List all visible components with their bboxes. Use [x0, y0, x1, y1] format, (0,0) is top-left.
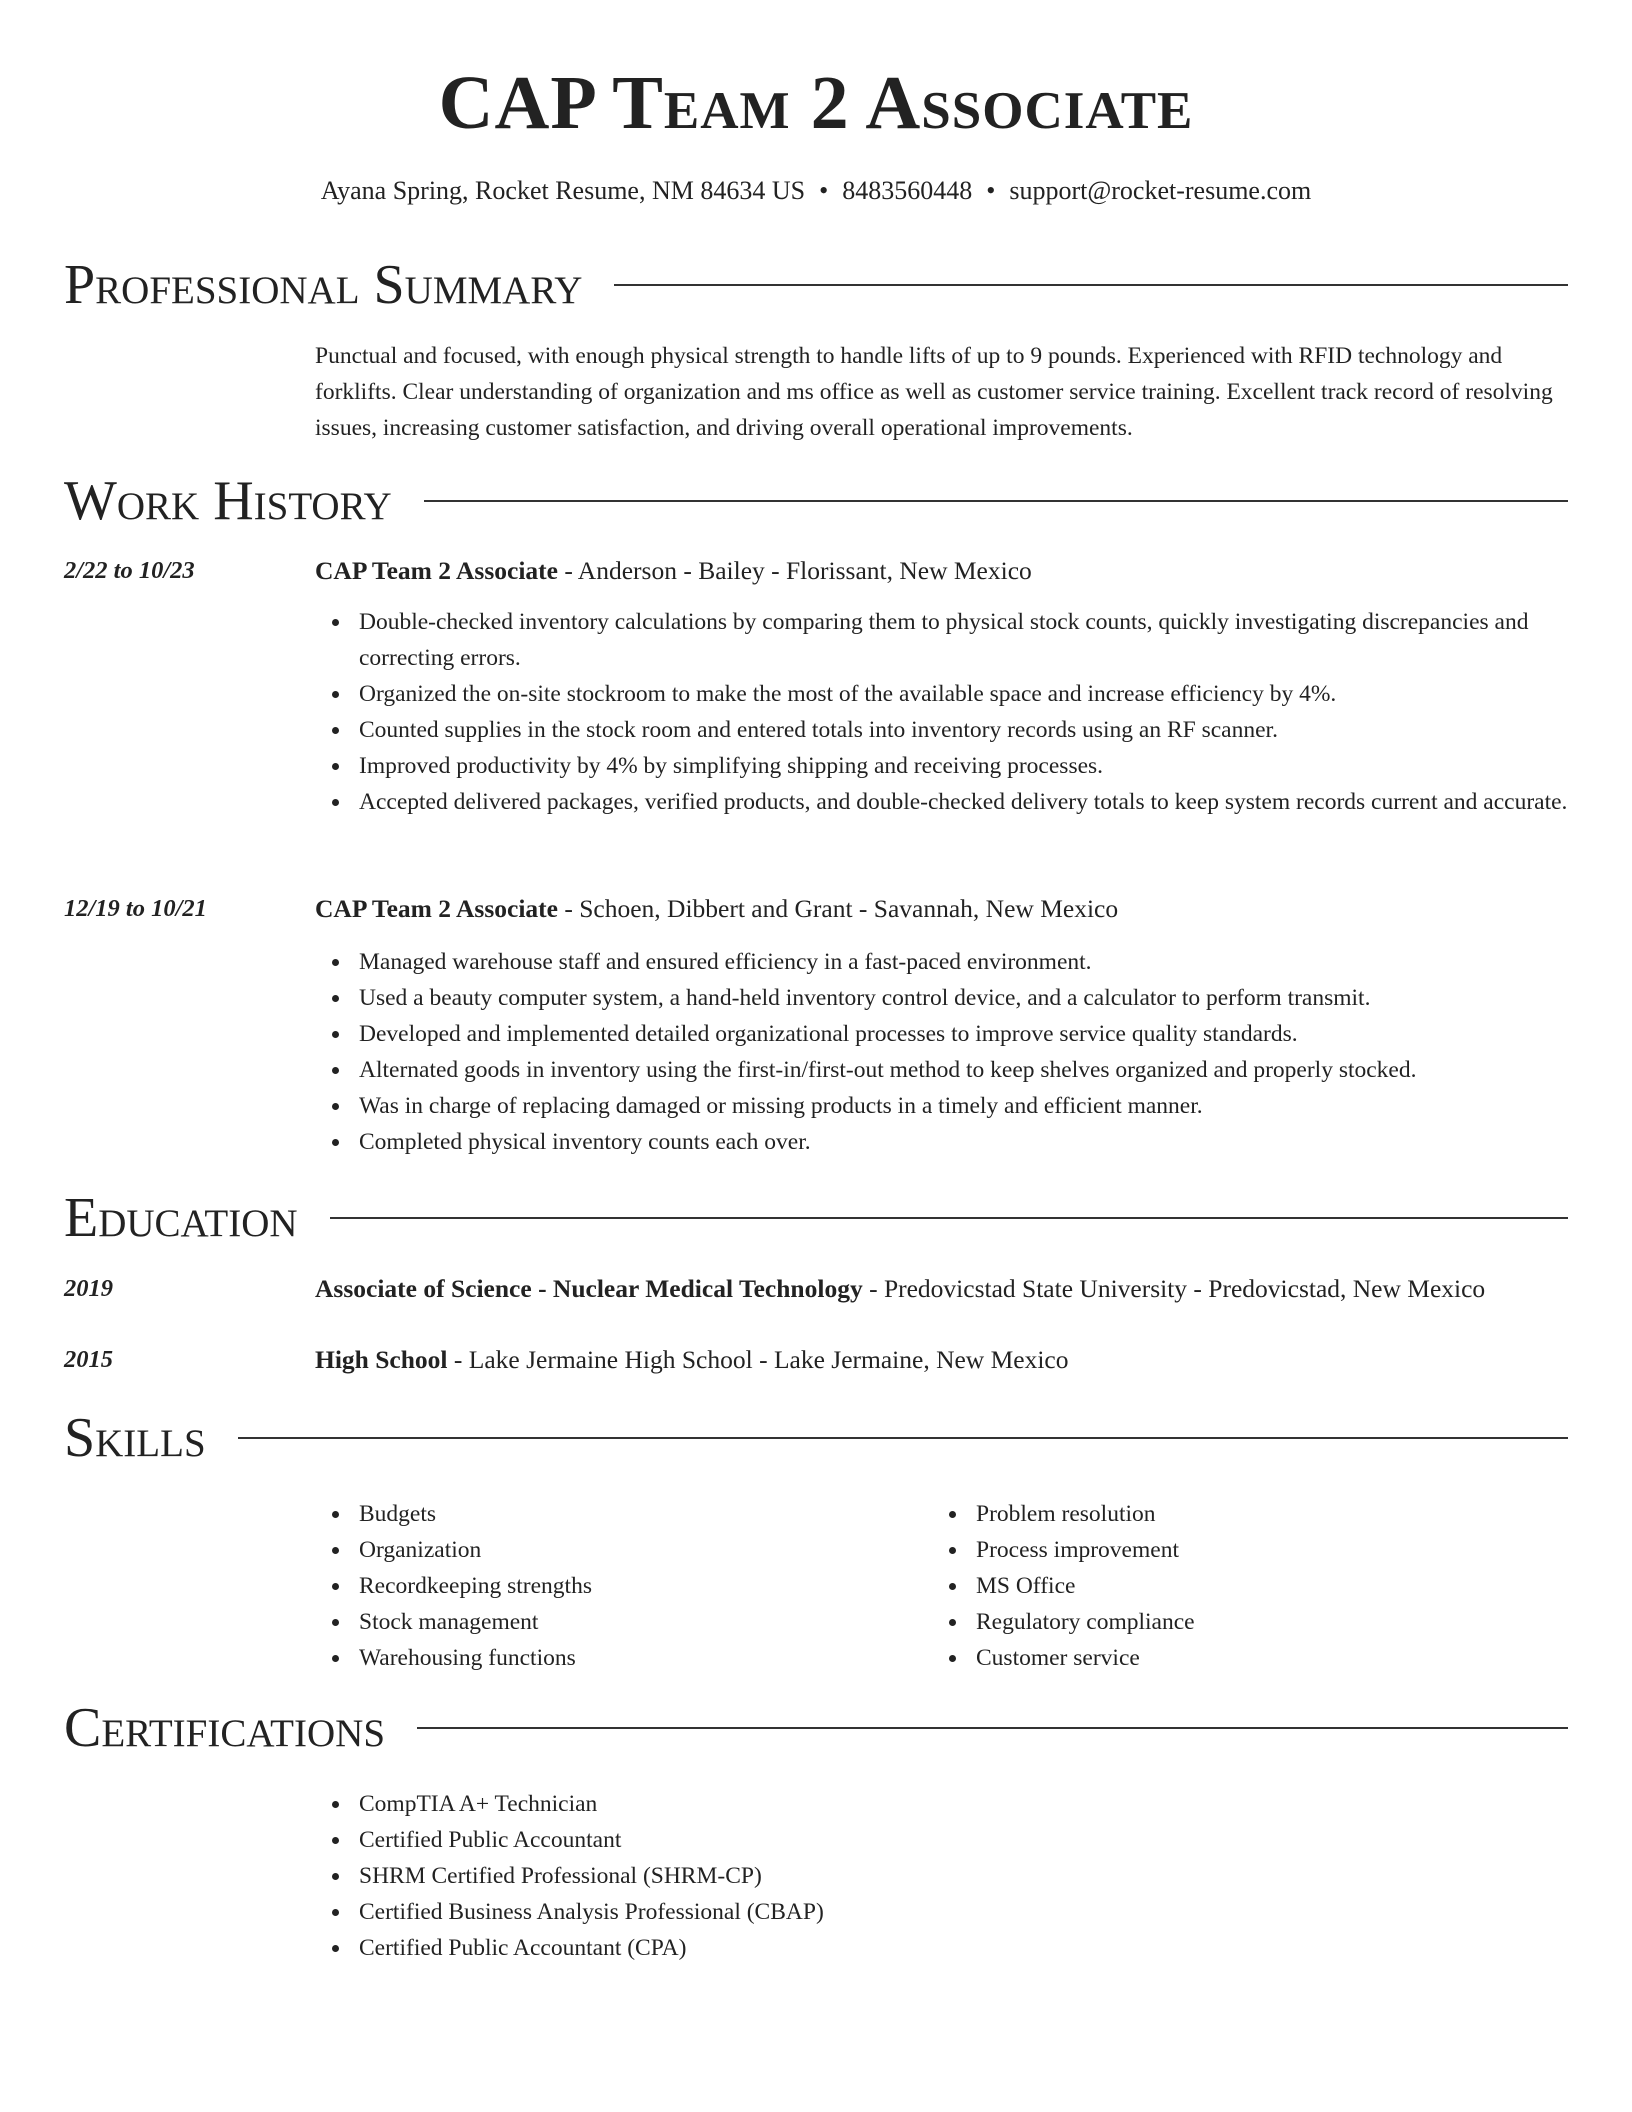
degree-title: Associate of Science - Nuclear Medical Technology — [315, 1274, 863, 1303]
list-item: Warehousing functions — [315, 1640, 932, 1676]
education-entry — [64, 1272, 1568, 1306]
list-item: Process improvement — [932, 1532, 1549, 1568]
list-item: Completed physical inventory counts each over. — [315, 1124, 1568, 1160]
list-item: Certified Public Accountant (CPA) — [315, 1930, 1315, 1966]
job-title: CAP Team 2 Associate — [315, 894, 558, 923]
section-divider — [424, 500, 1568, 502]
list-item: MS Office — [932, 1568, 1549, 1604]
degree-title: High School — [315, 1345, 448, 1374]
summary-text: Punctual and focused, with enough physical strength to handle lifts of up to 9 pounds. Experienced with RFID technology and forklifts. Clear understanding of organization and ms office as well as customer service training. Excellent track record of resolving issues, increasing customer satisfaction, and driving overall operational improvements. — [315, 343, 1553, 441]
job-title: CAP Team 2 Associate — [315, 556, 558, 585]
list-item: Developed and implemented detailed organizational processes to improve service quality standards. — [315, 1016, 1568, 1052]
school-detail: - Lake Jermaine High School - Lake Jermaine, New Mexico — [447, 1345, 1069, 1374]
list-item: SHRM Certified Professional (SHRM-CP) — [315, 1858, 1315, 1894]
education-date: 2015 — [64, 1346, 113, 1373]
section-header-summary — [64, 252, 1568, 318]
list-item: Certified Business Analysis Professional (CBAP) — [315, 1894, 1315, 1930]
section-title: Education — [64, 1187, 298, 1249]
list-item: Used a beauty computer system, a hand-held inventory control device, and a calculator to perform transmit. — [315, 980, 1568, 1016]
list-item: Certified Public Accountant — [315, 1822, 1315, 1858]
list-item: CompTIA A+ Technician — [315, 1786, 1315, 1822]
education-heading — [315, 1343, 1568, 1377]
education-date: 2019 — [64, 1275, 113, 1302]
section-header-skills — [64, 1405, 1568, 1471]
contact-separator: • — [986, 176, 996, 205]
list-item: Accepted delivered packages, verified products, and double-checked delivery totals to keep system records current and accurate. — [315, 784, 1568, 820]
section-divider — [417, 1727, 1568, 1729]
list-item: Problem resolution — [932, 1496, 1549, 1532]
skills-column-left — [315, 1496, 932, 1676]
employer-detail: - Anderson - Bailey - Florissant, New Mexico — [557, 556, 1032, 585]
work-dates: 12/19 to 10/21 — [64, 895, 207, 922]
contact-line — [0, 174, 1632, 208]
section-divider — [238, 1437, 1568, 1439]
section-title: Professional Summary — [64, 254, 583, 316]
work-bullets — [315, 604, 1568, 820]
candidate-name: CAP Team 2 Associate — [438, 61, 1194, 145]
skills-column-right — [932, 1496, 1549, 1676]
work-entry — [64, 892, 1568, 1160]
list-item: Double-checked inventory calculations by comparing them to physical stock counts, quickly investigating discrepancies and correcting errors. — [315, 604, 1568, 676]
work-dates: 2/22 to 10/23 — [64, 557, 195, 584]
work-bullets — [315, 944, 1568, 1160]
section-title: Certifications — [64, 1697, 386, 1759]
section-header-work-history — [64, 468, 1568, 534]
contact-phone: 8483560448 — [842, 176, 973, 205]
education-entry — [64, 1343, 1568, 1377]
employer-detail: - Schoen, Dibbert and Grant - Savannah, New Mexico — [557, 894, 1119, 923]
list-item: Improved productivity by 4% by simplifying shipping and receiving processes. — [315, 748, 1568, 784]
list-item: Organized the on-site stockroom to make the most of the available space and increase efficiency by 4%. — [315, 676, 1568, 712]
school-detail: - Predovicstad State University - Predovicstad, New Mexico — [862, 1274, 1486, 1303]
skills-list — [315, 1496, 1568, 1676]
list-item: Alternated goods in inventory using the first-in/first-out method to keep shelves organized and properly stocked. — [315, 1052, 1568, 1088]
section-header-education — [64, 1185, 1568, 1251]
section-divider — [330, 1217, 1568, 1219]
section-title: Work History — [64, 470, 392, 532]
list-item: Customer service — [932, 1640, 1549, 1676]
work-entry — [64, 554, 1568, 820]
section-title: Skills — [64, 1407, 206, 1469]
contact-separator: • — [819, 176, 829, 205]
work-heading — [315, 892, 1568, 926]
list-item: Regulatory compliance — [932, 1604, 1549, 1640]
section-divider — [614, 284, 1568, 286]
list-item: Was in charge of replacing damaged or missing products in a timely and efficient manner. — [315, 1088, 1568, 1124]
list-item: Managed warehouse staff and ensured efficiency in a fast-paced environment. — [315, 944, 1568, 980]
list-item: Stock management — [315, 1604, 932, 1640]
section-header-certifications — [64, 1695, 1568, 1761]
work-heading — [315, 554, 1568, 588]
education-heading — [315, 1272, 1568, 1306]
contact-address: Ayana Spring, Rocket Resume, NM 84634 US — [320, 176, 806, 205]
list-item: Counted supplies in the stock room and entered totals into inventory records using an RF scanner. — [315, 712, 1568, 748]
contact-email: support@rocket-resume.com — [1009, 176, 1312, 205]
list-item: Recordkeeping strengths — [315, 1568, 932, 1604]
list-item: Organization — [315, 1532, 932, 1568]
certifications-list — [315, 1786, 1315, 1966]
list-item: Budgets — [315, 1496, 932, 1532]
